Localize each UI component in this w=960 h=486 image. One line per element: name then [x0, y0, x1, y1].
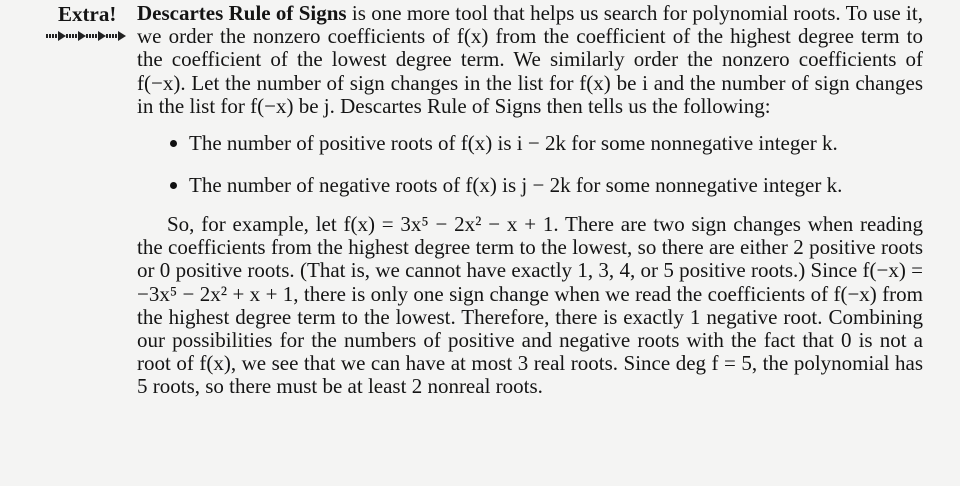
arrow-right-icon: [46, 31, 66, 41]
arrow-right-icon: [86, 31, 106, 41]
bullet-icon: [170, 182, 177, 189]
arrow-right-icon: [66, 31, 86, 41]
bullet-icon: [170, 140, 177, 147]
bullet-text: The number of negative roots of f(x) is j − 2k for some nonnegative integer k.: [189, 173, 843, 198]
bullet-text: The number of positive roots of f(x) is i − 2k for some nonnegative integer k.: [189, 131, 838, 156]
margin-note: [44, 2, 134, 41]
list-item: [137, 174, 923, 197]
list-item: [137, 132, 923, 155]
bullet-list: [137, 132, 923, 197]
arrow-right-icon: [106, 31, 126, 41]
main-text: [137, 2, 923, 399]
example-paragraph: So, for example, let f(x) = 3x⁵ − 2x² − x + 1. There are two sign changes when reading the coefficients from the highest degree term to the lowest, so there are either 2 positive roots or 0 positive roots. (That is, we cannot have exactly 1, 3, 4, or 5 positive roots.) Since f(−x) = −3x⁵ − 2x² + x + 1, there is only one sign change when we read the coefficients of f(−x) from the highest degree term to the lowest. Therefore, there is exactly 1 negative root. Combining our possibilities for the numbers of positive and negative roots with the fact that 0 is not a root of f(x), we see that we can have at most 3 real roots. Since deg f = 5, the polynomial has 5 roots, so there must be at least 2 nonreal roots.: [137, 212, 923, 399]
rule-name: Descartes Rule of Signs: [137, 1, 347, 25]
intro-paragraph: [137, 2, 923, 118]
intro-text: is one more tool that helps us search for polynomial roots. To use it, we order the nonzero coefficients of f(x) from the coefficient of the highest degree term to the coefficient of the lowest degree term. We similarly order the nonzero coefficients of f(−x). Let the number of sign changes in the list for f(x) be i and the number of sign changes in the list for f(−x) be j. Descartes Rule of Signs then tells us the following:: [137, 1, 923, 118]
extra-label: Extra!: [58, 2, 117, 26]
arrow-icons: [44, 31, 134, 41]
